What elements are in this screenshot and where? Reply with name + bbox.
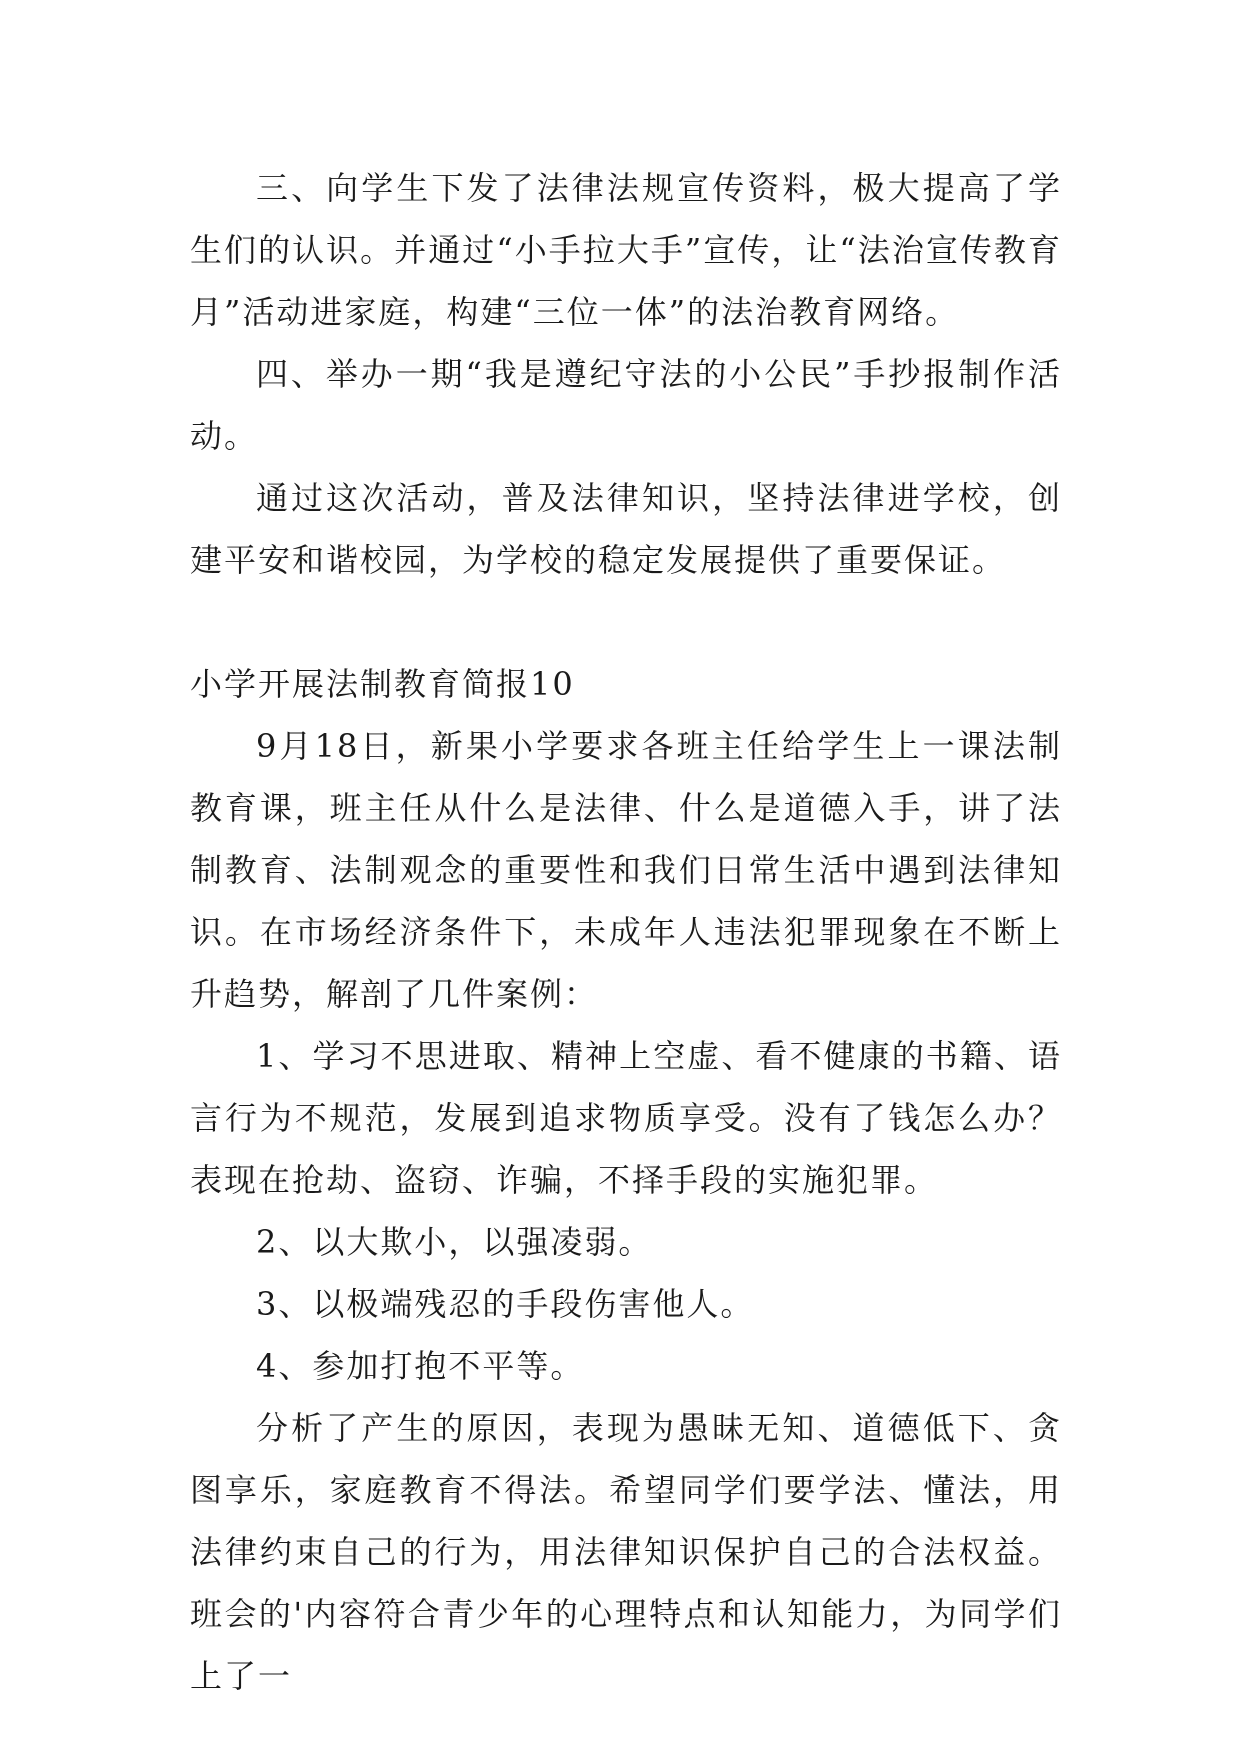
document-body: [190, 157, 1062, 1707]
paragraph: 通过这次活动，普及法律知识，坚持法律进学校，创建平安和谐校园，为学校的稳定发展提供了重要保证。: [190, 479, 1062, 579]
list-item: 4、参加打抱不平等。: [256, 1347, 585, 1385]
paragraph: 9月18日，新果小学要求各班主任给学生上一课法制教育课，班主任从什么是法律、什么是道德入手，讲了法制教育、法制观念的重要性和我们日常生活中遇到法律知识。在市场经济条件下，未成年人违法犯罪现象在不断上升趋势，解剖了几件案例：: [190, 727, 1062, 1013]
list-item: 1、学习不思进取、精神上空虚、看不健康的书籍、语言行为不规范，发展到追求物质享受。没有了钱怎么办？表现在抢劫、盗窃、诈骗，不择手段的实施犯罪。: [190, 1037, 1062, 1199]
paragraph: 四、举办一期“我是遵纪守法的小公民”手抄报制作活动。: [190, 355, 1062, 455]
section-title: 小学开展法制教育简报10: [190, 665, 575, 703]
list-item: 3、以极端残忍的手段伤害他人。: [256, 1285, 755, 1323]
list-item: 2、以大欺小，以强凌弱。: [256, 1223, 653, 1261]
paragraph: 分析了产生的原因，表现为愚昧无知、道德低下、贪图享乐，家庭教育不得法。希望同学们要学法、懂法，用法律约束自己的行为，用法律知识保护自己的合法权益。班会的'内容符合青少年的心理特点和认知能力，为同学们上了一: [190, 1409, 1062, 1695]
paragraph: 三、向学生下发了法律法规宣传资料，极大提高了学生们的认识。并通过“小手拉大手”宣传，让“法治宣传教育月”活动进家庭，构建“三位一体”的法治教育网络。: [190, 169, 1062, 331]
